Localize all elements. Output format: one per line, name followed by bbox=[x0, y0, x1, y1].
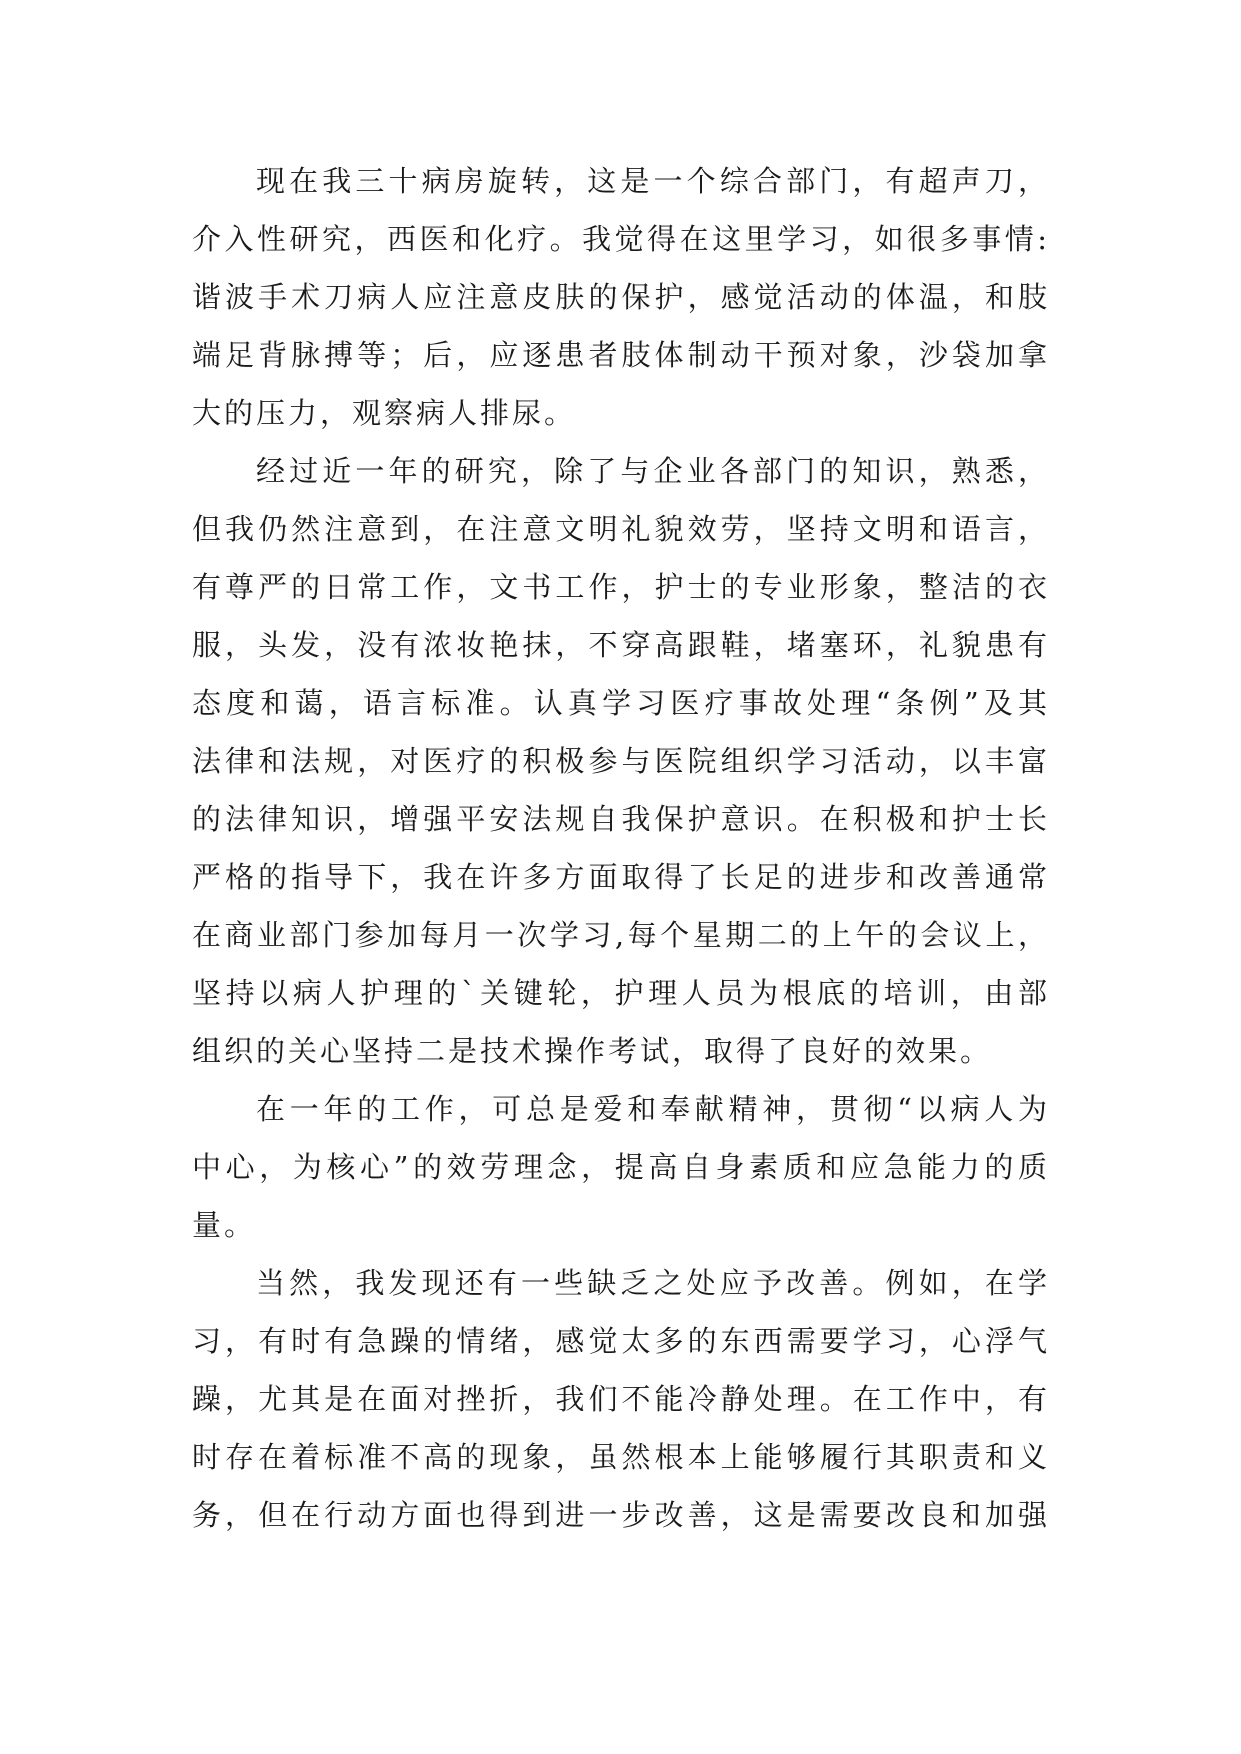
text-line: 现在我三十病房旋转，这是一个综合部门，有超声刀， bbox=[256, 164, 1050, 198]
paragraph-4 bbox=[192, 1254, 1050, 1544]
text-line: 中心，为核心”的效劳理念，提高自身素质和应急能力的质 bbox=[192, 1150, 1050, 1184]
text-line: 介入性研究，西医和化疗。我觉得在这里学习，如很多事情: bbox=[192, 222, 1050, 256]
text-line: 大的压力，观察病人排尿。 bbox=[192, 396, 577, 430]
paragraph-2 bbox=[192, 442, 1050, 1080]
paragraph-3 bbox=[192, 1080, 1050, 1254]
text-line: 时存在着标准不高的现象，虽然根本上能够履行其职责和义 bbox=[192, 1440, 1050, 1474]
text-line: 务，但在行动方面也得到进一步改善，这是需要改良和加强 bbox=[192, 1498, 1050, 1532]
paragraph-1 bbox=[192, 152, 1050, 442]
text-line: 态度和蔼，语言标准。认真学习医疗事故处理“条例”及其 bbox=[192, 686, 1050, 720]
text-line: 习，有时有急躁的情绪，感觉太多的东西需要学习，心浮气 bbox=[192, 1324, 1050, 1358]
text-line: 的法律知识，增强平安法规自我保护意识。在积极和护士长 bbox=[192, 802, 1050, 836]
text-line: 服，头发，没有浓妆艳抹，不穿高跟鞋，堵塞环，礼貌患有 bbox=[192, 628, 1050, 662]
text-line: 当然，我发现还有一些缺乏之处应予改善。例如，在学 bbox=[256, 1266, 1050, 1300]
text-line: 在一年的工作，可总是爱和奉献精神，贯彻“以病人为 bbox=[256, 1092, 1050, 1126]
text-line: 组织的关心坚持二是技术操作考试，取得了良好的效果。 bbox=[192, 1034, 993, 1068]
text-line: 量。 bbox=[192, 1208, 257, 1242]
text-line: 谐波手术刀病人应注意皮肤的保护，感觉活动的体温，和肢 bbox=[192, 280, 1050, 314]
document-body bbox=[192, 152, 1050, 1544]
text-line: 经过近一年的研究，除了与企业各部门的知识，熟悉， bbox=[256, 454, 1050, 488]
text-line: 严格的指导下，我在许多方面取得了长足的进步和改善通常 bbox=[192, 860, 1050, 894]
text-line: 端足背脉搏等；后，应逐患者肢体制动干预对象，沙袋加拿 bbox=[192, 338, 1050, 372]
text-line: 但我仍然注意到，在注意文明礼貌效劳，坚持文明和语言， bbox=[192, 512, 1050, 546]
text-line: 法律和法规，对医疗的积极参与医院组织学习活动，以丰富 bbox=[192, 744, 1050, 778]
text-line: 有尊严的日常工作，文书工作，护士的专业形象，整洁的衣 bbox=[192, 570, 1050, 604]
text-line: 坚持以病人护理的`关键轮，护理人员为根底的培训，由部 bbox=[192, 976, 1050, 1010]
text-line: 在商业部门参加每月一次学习,每个星期二的上午的会议上， bbox=[192, 918, 1050, 952]
text-line: 躁，尤其是在面对挫折，我们不能冷静处理。在工作中，有 bbox=[192, 1382, 1050, 1416]
